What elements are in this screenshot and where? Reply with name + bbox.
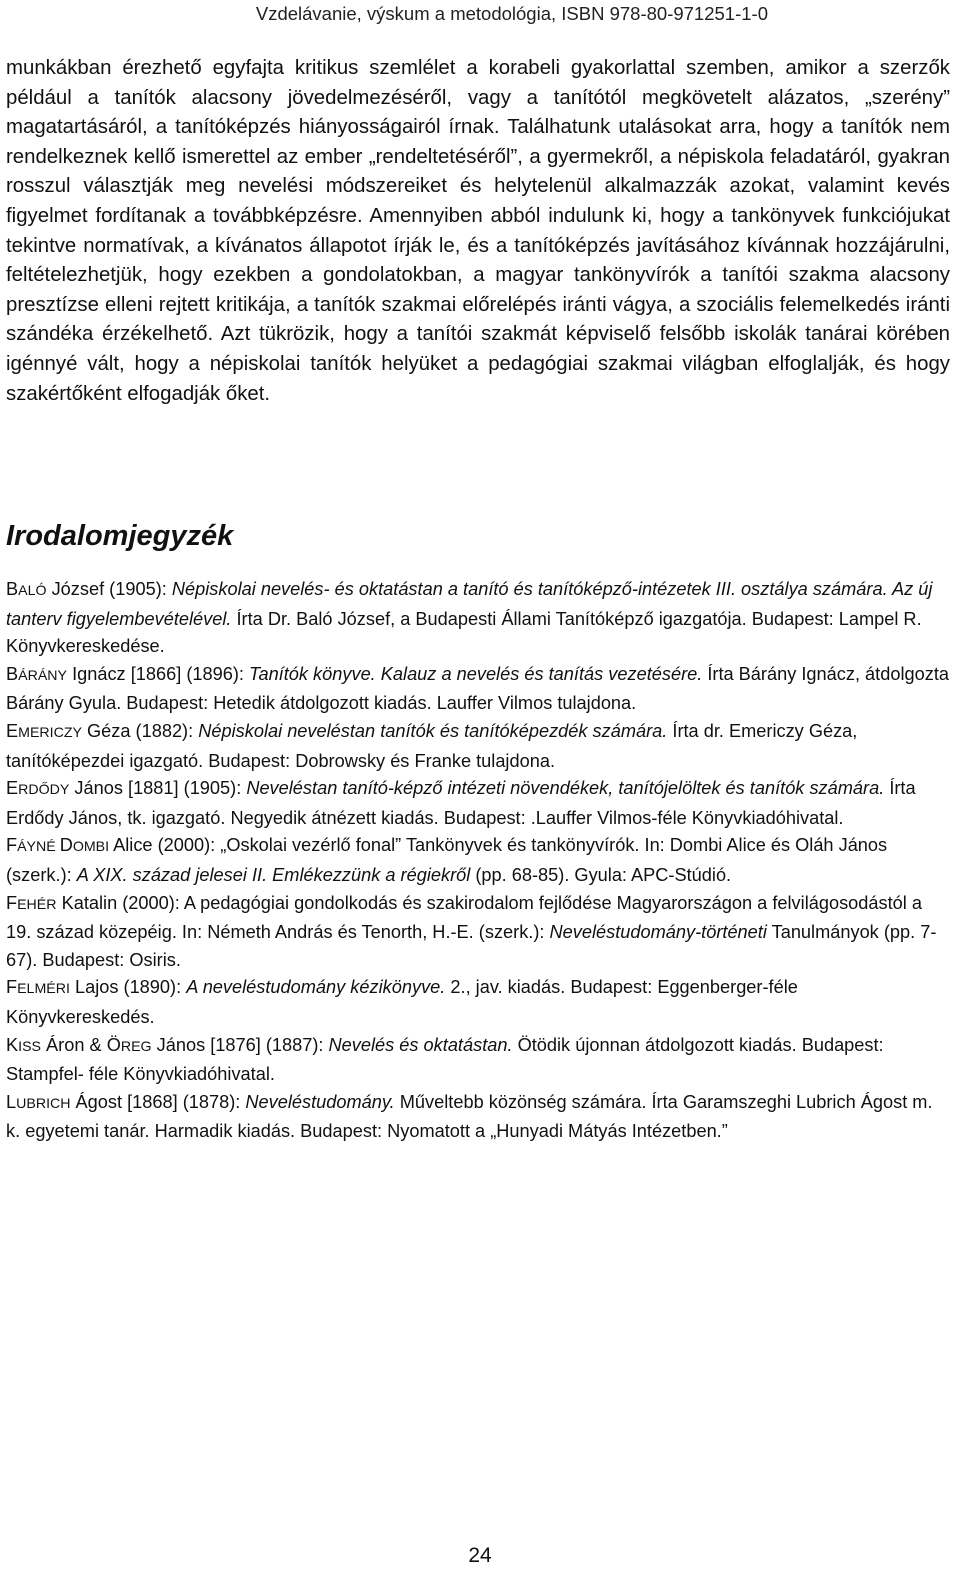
page-number: 24 (468, 1544, 492, 1567)
author-name: LUBRICH (6, 1091, 71, 1112)
bibliography-entry: LUBRICH Ágost [1868] (1878): Neveléstudomány. Műveltebb közönség számára. Írta Garamszeghi Lubrich Ágost m. k. egyetemi tanár. Harmadik kiadás. Budapest: Nyomatott a „Hunyadi Mátyás Intézetben.” (6, 1091, 933, 1142)
work-title: Népiskolai nevelés- és oktatástan a tanító és tanítóképző-intézetek III. osztálya számára. Az új tanterv figyelembevételével. (6, 579, 933, 629)
author-name: EMERICZY (6, 720, 82, 741)
author-name: BÁRÁNY (6, 663, 68, 684)
author-name: ÖREG (106, 1034, 152, 1055)
author-name: FEHÉR (6, 892, 57, 913)
author-name: KISS (6, 1034, 41, 1055)
bibliography-heading: Irodalomjegyzék (6, 520, 234, 552)
author-name: FÁYNÉ DOMBI (6, 835, 110, 856)
work-title: Tanítók könyve. Kalauz a nevelés és tanítás vezetésére. (249, 663, 703, 684)
bibliography-list (6, 576, 950, 1146)
bibliography-entry: FÁYNÉ DOMBI Alice (2000): „Oskolai vezérlő fonal” Tankönyvek és tankönyvírók. In: Dombi Alice és Oláh János (szerk.): A XIX. század jelesei II. Emlékezzünk a régiekről (pp. 68-85). Gyula: APC-Stúdió. (6, 835, 888, 885)
bibliography-entry: EMERICZY Géza (1882): Népiskolai neveléstan tanítók és tanítóképezdék számára. Írta dr. Emericzy Géza, tanítóképezdei igazgató. Budapest: Dobrowsky és Franke tulajdona. (6, 720, 858, 771)
bibliography-entry: FEHÉR Katalin (2000): A pedagógiai gondolkodás és szakirodalom fejlődése Magyarországon a felvilágosodástól a 19. század közepéig. In: Németh András és Tenorth, H.-E. (szerk.): Neveléstudomány-történeti Tanulmányok (pp. 7-67). Budapest: Osiris. (6, 892, 937, 970)
work-title: A XIX. század jelesei II. Emlékezzünk a régiekről (76, 864, 471, 885)
body-paragraph: munkákban érezhető egyfajta kritikus szemlélet a korabeli gyakorlattal szemben, amikor a szerzők például a tanítók alacsony jövedelmezéséről, vagy a tanítótól megkövetelt alázatos, „szerény” magatartásáról, a tanítóképzés hiányosságairól írnak. Találhatunk utalásokat arra, hogy a tanítók nem rendelkeznek kellő ismerettel az ember „rendeltetéséről”, a gyermekről, a népiskola feladatáról, gyakran rosszul választják meg nevelési módszereiket és helytelenül alkalmazzák azokat, valamint kevés figyelmet fordítanak a továbbképzésre. Amennyiben abból indulunk ki, hogy a tankönyvek funkciójukat tekintve normatívak, a kívánatos állapotot írják le, és a tanítóképzés javításához kívánnak hozzájárulni, feltételezhetjük, hogy ezekben a gondolatokban, a magyar tankönyvírók a tanítói szakma alacsony presztízse elleni rejtett kritikája, a tanítók szakmai előrelépés iránti vágya, a szociális felemelkedés iránti szándéka érzékelhető. Azt tükrözik, hogy a tanítói szakmát képviselő felsőbb iskolák tanárai körében igénnyé vált, hogy a népiskolai tanítók helyüket a pedagógiai szakmai világban elfoglalják, és hogy szakértőként elfogadják őket. (6, 57, 950, 405)
work-title: Neveléstudomány. (245, 1091, 395, 1112)
bibliography-entry: BÁRÁNY Ignácz [1866] (1896): Tanítók könyve. Kalauz a nevelés és tanítás vezetésére. Írta Bárány Ignácz, átdolgozta Bárány Gyula. Budapest: Hetedik átdolgozott kiadás. Lauffer Vilmos tulajdona. (6, 663, 949, 714)
running-header: Vzdelávanie, výskum a metodológia, ISBN 978-80-971251-1-0 (255, 3, 768, 24)
author-name: ERDŐDY (6, 778, 70, 799)
bibliography-entry: BALÓ József (1905): Népiskolai nevelés- és oktatástan a tanító és tanítóképző-intézetek III. osztálya számára. Az új tanterv figyelembevételével. Írta Dr. Baló József, a Budapesti Állami Tanítóképző igazgatója. Budapest: Lampel R. Könyvkereskedése. (6, 579, 933, 657)
author-name: FELMÉRI (6, 977, 70, 998)
bibliography-entry: KISS Áron & ÖREG János [1876] (1887): Nevelés és oktatástan. Ötödik újonnan átdolgozott kiadás. Budapest: Stampfel- féle Könyvkiadóhivatal. (6, 1034, 884, 1085)
bibliography-entry: ERDŐDY János [1881] (1905): Neveléstan tanító-képző intézeti növendékek, tanítójelöltek és tanítók számára. Írta Erdődy János, tk. igazgató. Negyedik átnézett kiadás. Budapest: .Lauffer Vilmos-féle Könyvkiadóhivatal. (6, 778, 916, 828)
work-title: Nevelés és oktatástan. (328, 1034, 513, 1055)
author-name: BALÓ (6, 579, 47, 599)
work-title: Népiskolai neveléstan tanítók és tanítóképezdék számára. (198, 720, 668, 741)
work-title: A neveléstudomány kézikönyve. (186, 977, 446, 998)
work-title: Neveléstudomány-történeti (549, 922, 767, 943)
work-title: Neveléstan tanító-képző intézeti növendékek, tanítójelöltek és tanítók számára. (246, 778, 885, 799)
bibliography-entry: FELMÉRI Lajos (1890): A neveléstudomány kézikönyve. 2., jav. kiadás. Budapest: Eggenberger-féle Könyvkereskedés. (6, 977, 798, 1027)
